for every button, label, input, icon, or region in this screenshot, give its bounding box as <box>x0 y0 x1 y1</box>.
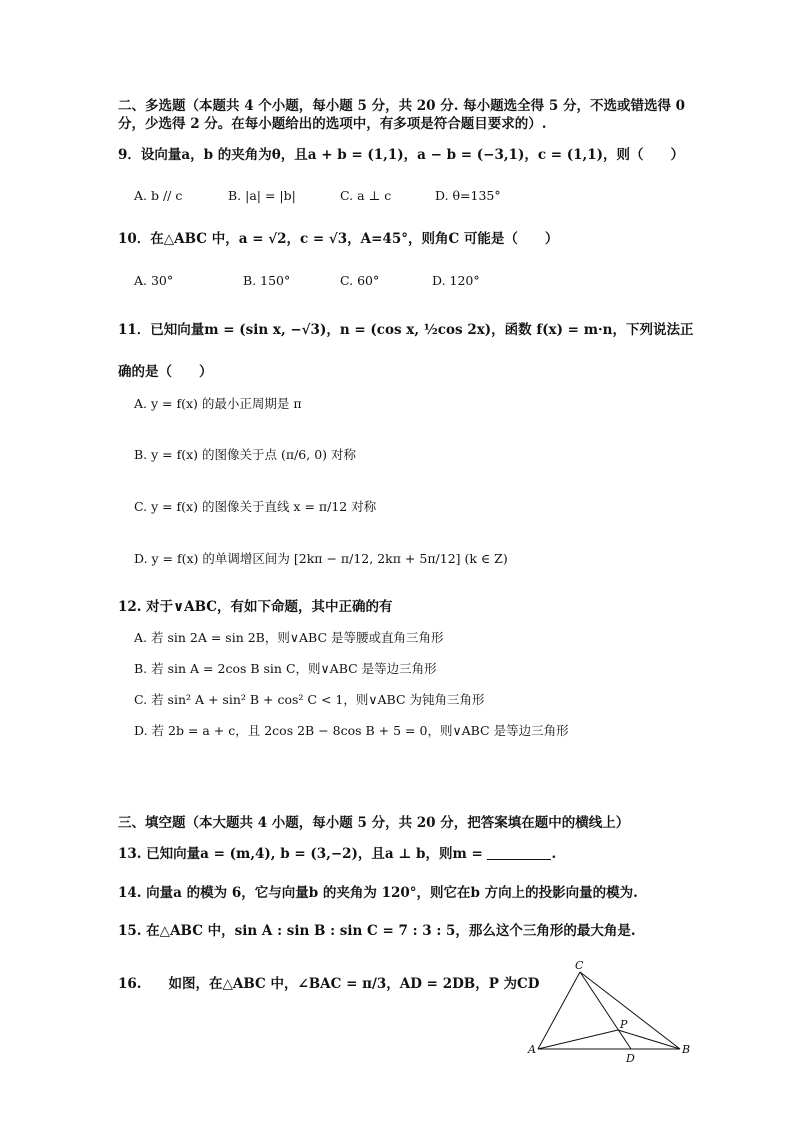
label-b: B <box>682 1043 691 1056</box>
q11-option-a: A. y = f(x) 的最小正周期是 π <box>134 396 302 411</box>
q9-option-d: D. θ=135° <box>435 188 501 203</box>
q10-option-b: B. 150° <box>243 273 291 288</box>
q12-option-a: A. 若 sin 2A = sin 2B，则∨ABC 是等腰或直角三角形 <box>134 630 444 645</box>
q14-stem: 14. 向量a 的模为 6，它与向量b 的夹角为 120°，则它在b 方向上的投影向量的模为. <box>118 885 638 901</box>
q9-option-b: B. |a| = |b| <box>228 188 296 203</box>
section3-header: 三、填空题（本大题共 4 小题，每小题 5 分，共 20 分，把答案填在题中的横线上） <box>118 815 630 831</box>
segment-ap <box>538 1030 618 1049</box>
q15-stem: 15. 在△ABC 中，sin A : sin B : sin C = 7 : 3 : 5，那么这个三角形的最大角是. <box>118 923 636 939</box>
q9-stem: 9．设向量a，b 的夹角为θ，且a + b = (1,1)，a − b = (−3,1)，c = (1,1)，则（ ） <box>118 147 685 163</box>
segment-ac <box>538 972 580 1049</box>
triangle-figure <box>520 958 700 1068</box>
segment-cb <box>580 972 680 1049</box>
label-c: C <box>575 959 584 972</box>
q10-stem: 10．在△ABC 中，a = √2，c = √3，A=45°，则角C 可能是（ ） <box>118 231 559 247</box>
segment-pb <box>618 1030 680 1049</box>
label-a: A <box>528 1043 536 1056</box>
q13-stem-end: . <box>551 846 557 862</box>
q9-option-c: C. a ⊥ c <box>340 188 392 203</box>
q9-option-a: A. b // c <box>134 188 183 203</box>
label-d: D <box>626 1052 635 1065</box>
section2-header-line2: 分，少选得 2 分。在每小题给出的选项中，有多项是符合题目要求的）. <box>118 116 547 132</box>
q11-option-c: C. y = f(x) 的图像关于直线 x = π/12 对称 <box>134 499 377 514</box>
q10-option-a: A. 30° <box>134 273 174 288</box>
q13-stem <box>118 845 556 863</box>
q10-option-c: C. 60° <box>340 273 380 288</box>
q12-option-d: D. 若 2b = a + c，且 2cos 2B − 8cos B + 5 = 0，则∨ABC 是等边三角形 <box>134 723 569 738</box>
q11-option-b: B. y = f(x) 的图像关于点 (π/6, 0) 对称 <box>134 447 356 462</box>
q12-stem: 12. 对于∨ABC，有如下命题，其中正确的有 <box>118 599 393 615</box>
q10-option-d: D. 120° <box>432 273 480 288</box>
q11-stem-line1: 11．已知向量m = (sin x, −√3)，n = (cos x, ½cos 2x)，函数 f(x) = m·n，下列说法正 <box>118 322 694 338</box>
q16-stem: 16. 如图，在△ABC 中，∠BAC = π/3，AD = 2DB，P 为CD <box>118 976 540 992</box>
q13-answer-blank <box>487 847 551 860</box>
q12-option-c: C. 若 sin² A + sin² B + cos² C < 1，则∨ABC 为钝角三角形 <box>134 692 485 707</box>
q12-option-b: B. 若 sin A = 2cos B sin C，则∨ABC 是等边三角形 <box>134 661 437 676</box>
q11-option-d: D. y = f(x) 的单调增区间为 [2kπ − π/12, 2kπ + 5π/12] (k ∈ Z) <box>134 551 508 566</box>
q13-stem-text: 13. 已知向量a = (m,4), b = (3,−2)，且a ⊥ b，则m = <box>118 846 483 862</box>
q11-stem-line2: 确的是（ ） <box>118 364 213 380</box>
label-p: P <box>620 1018 628 1031</box>
section2-header-line1: 二、多选题（本题共 4 个小题，每小题 5 分，共 20 分. 每小题选全得 5 分，不选或错选得 0 <box>118 98 686 114</box>
